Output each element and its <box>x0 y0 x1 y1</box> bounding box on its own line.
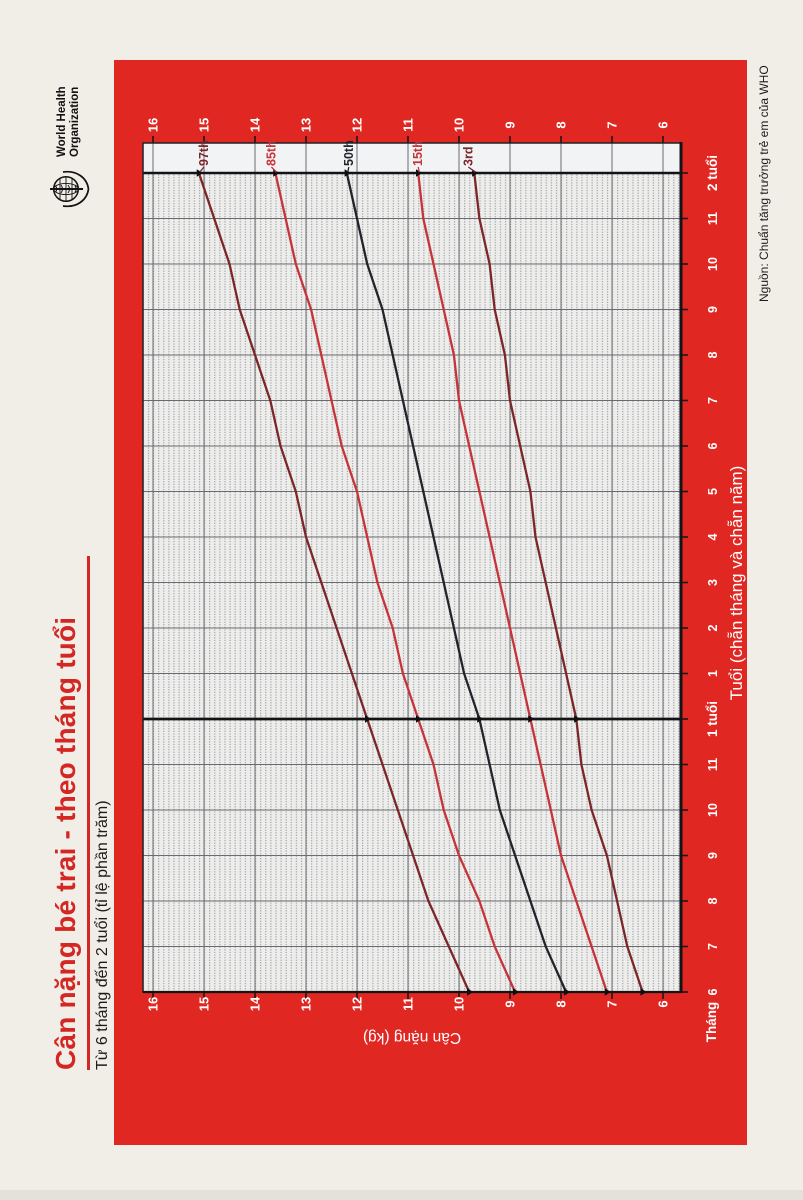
svg-text:7: 7 <box>604 1000 620 1008</box>
percentile-label-50th: 50th <box>341 140 356 166</box>
svg-text:6: 6 <box>655 1000 671 1008</box>
svg-text:4: 4 <box>706 533 720 541</box>
svg-text:6: 6 <box>706 988 720 996</box>
x-axis-title: Tuổi (chẵn tháng và chẵn năm) <box>727 465 746 701</box>
svg-text:16: 16 <box>145 117 161 133</box>
svg-text:8: 8 <box>706 897 720 905</box>
svg-text:8: 8 <box>706 351 720 359</box>
svg-text:3: 3 <box>706 579 720 586</box>
svg-text:10: 10 <box>706 257 720 271</box>
percentile-label-3rd: 3rd <box>461 146 476 166</box>
svg-text:10: 10 <box>706 803 720 817</box>
percentile-label-97th: 97th <box>196 140 211 166</box>
svg-text:14: 14 <box>247 996 263 1012</box>
percentile-label-15th: 15th <box>411 140 426 166</box>
svg-text:15: 15 <box>196 117 212 133</box>
svg-text:12: 12 <box>349 117 365 133</box>
svg-text:2 tuổi: 2 tuổi <box>705 155 720 191</box>
svg-text:11: 11 <box>706 211 720 226</box>
svg-text:9: 9 <box>502 121 518 129</box>
percentile-label-85th: 85th <box>264 140 279 166</box>
svg-text:11: 11 <box>706 757 720 772</box>
svg-text:10: 10 <box>451 117 467 133</box>
svg-text:8: 8 <box>553 1000 569 1008</box>
y-axis-title: Cân nặng (kg) <box>362 1029 462 1046</box>
scan-edge-shadow <box>0 1190 803 1200</box>
svg-text:7: 7 <box>604 121 620 129</box>
page-title: Cân nặng bé trai - theo tháng tuổi <box>50 616 81 1070</box>
svg-text:13: 13 <box>298 117 314 133</box>
svg-text:9: 9 <box>502 1000 518 1008</box>
svg-text:1 tuổi: 1 tuổi <box>705 701 720 737</box>
svg-text:2: 2 <box>706 624 720 632</box>
svg-text:6: 6 <box>706 442 720 450</box>
who-logo-line1: World Health <box>56 86 68 157</box>
svg-text:7: 7 <box>706 397 720 404</box>
svg-text:14: 14 <box>247 117 263 133</box>
svg-text:1: 1 <box>706 670 720 677</box>
svg-text:15: 15 <box>196 996 212 1012</box>
svg-text:9: 9 <box>706 852 720 859</box>
svg-text:11: 11 <box>400 118 416 132</box>
svg-text:7: 7 <box>706 943 720 950</box>
x-axis-unit-label: Tháng <box>704 1001 719 1043</box>
svg-text:12: 12 <box>349 996 365 1012</box>
page-subtitle: Từ 6 tháng đến 2 tuổi (tỉ lệ phần trăm) <box>94 800 111 1070</box>
who-logo-line2: Organization <box>69 86 81 157</box>
svg-text:9: 9 <box>706 306 720 313</box>
source-note: Nguồn: Chuẩn tăng trưởng trẻ em của WHO <box>757 65 771 302</box>
svg-text:16: 16 <box>145 996 161 1012</box>
svg-text:8: 8 <box>553 121 569 129</box>
svg-text:5: 5 <box>706 488 720 495</box>
svg-text:6: 6 <box>655 121 671 129</box>
svg-text:13: 13 <box>298 996 314 1012</box>
svg-text:10: 10 <box>451 996 467 1012</box>
svg-text:11: 11 <box>400 997 416 1011</box>
